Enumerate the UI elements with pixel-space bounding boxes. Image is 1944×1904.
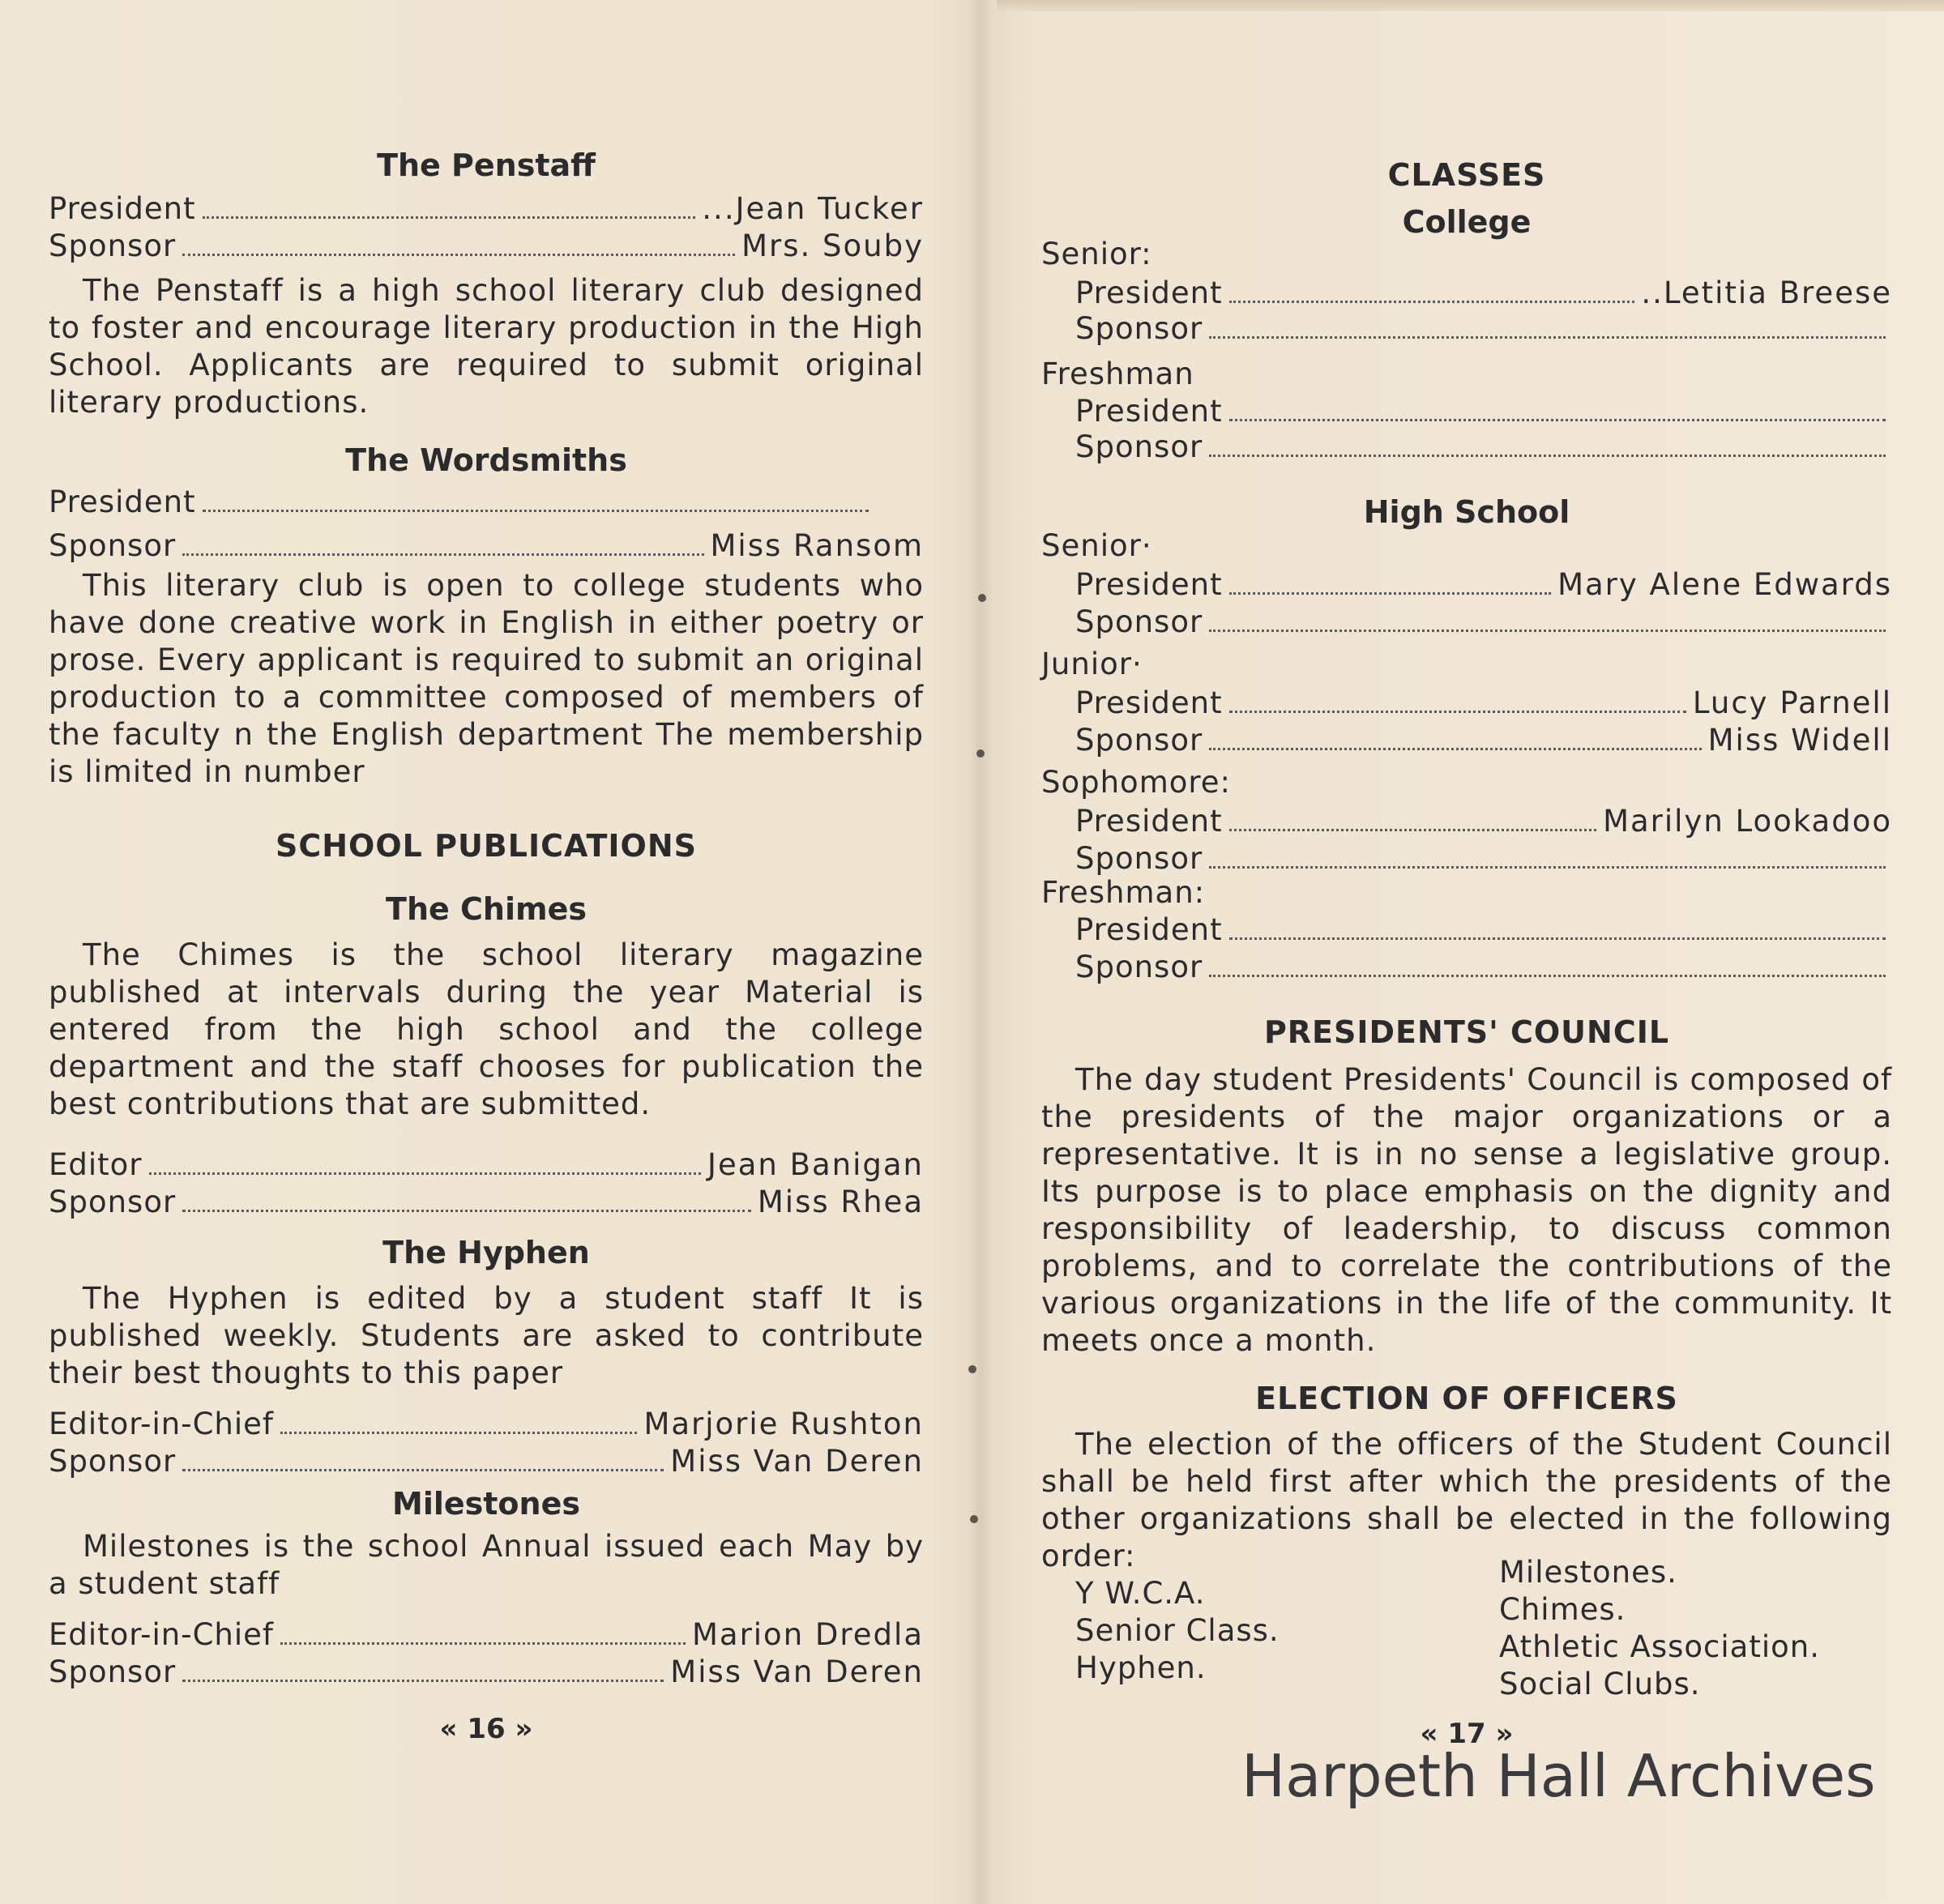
college-senior-sponsor-row [1075, 311, 1892, 347]
officer-name: Miss Ransom [710, 528, 924, 563]
role-label: President [49, 485, 196, 519]
leader-dots [182, 1655, 664, 1682]
leader-dots [280, 1618, 686, 1645]
role-label: President [1075, 275, 1223, 310]
leader-dots [182, 529, 703, 556]
penstaff-heading: The Penstaff [377, 147, 596, 183]
officer-name: Mrs. Souby [741, 228, 924, 263]
role-label: Editor-in-Chief [49, 1407, 274, 1441]
college-senior-president-row [1075, 275, 1892, 311]
election-heading: ELECTION OF OFFICERS [1255, 1381, 1678, 1416]
leader-dots [1229, 805, 1596, 831]
role-label: Sponsor [1075, 311, 1203, 346]
role-label: President [1075, 394, 1223, 429]
leader-dots [203, 192, 696, 219]
officer-name: Miss Van Deren [670, 1654, 924, 1689]
role-label: Sponsor [1075, 604, 1203, 639]
leader-dots [280, 1407, 638, 1434]
booklet-spine [968, 0, 993, 1904]
leader-dots [1209, 950, 1886, 977]
officer-name: Marjorie Rushton [643, 1407, 924, 1441]
officer-name: ..Letitia Breese [1641, 275, 1892, 310]
hs-sophomore-label: Sophomore: [1041, 765, 1232, 800]
wordsmiths-heading: The Wordsmiths [345, 442, 627, 478]
hs-junior-sponsor-row [1075, 723, 1892, 758]
role-label: Sponsor [49, 1444, 177, 1479]
college-freshman-sponsor-row [1075, 429, 1892, 465]
officer-name: Jean Banigan [707, 1147, 924, 1182]
milestones-heading: Milestones [392, 1486, 580, 1522]
role-label: President [1075, 567, 1223, 602]
spine-mark [970, 1515, 978, 1523]
role-label: Sponsor [1075, 841, 1203, 876]
leader-dots [182, 1445, 664, 1471]
council-heading: PRESIDENTS' COUNCIL [1263, 1014, 1670, 1050]
hs-senior-president-row [1075, 567, 1892, 603]
chimes-sponsor-row [49, 1185, 924, 1220]
leader-dots [149, 1148, 702, 1175]
role-label: President [1075, 912, 1223, 947]
role-label: Editor-in-Chief [49, 1617, 274, 1652]
leader-dots [1209, 724, 1701, 750]
order-item: Y W.C.A. [1075, 1576, 1206, 1611]
role-label: President [1075, 804, 1223, 839]
spine-mark [976, 749, 985, 758]
milestones-description: Milestones is the school Annual issued each May by a student staff [49, 1529, 924, 1601]
leader-dots [203, 485, 869, 512]
leader-dots [1229, 395, 1886, 421]
role-label: Sponsor [1075, 723, 1203, 758]
officer-name: Miss Van Deren [670, 1444, 924, 1479]
order-item: Senior Class. [1075, 1613, 1280, 1648]
penstaff-description: The Penstaff is a high school literary club designed to foster and encourage literary production in the High School. Applicants are required to submit original literary productions. [49, 273, 924, 420]
role-label: President [1075, 685, 1223, 720]
officer-name: Lucy Parnell [1692, 685, 1892, 720]
officer-name: Miss Widell [1707, 723, 1892, 758]
leader-dots [1229, 913, 1886, 940]
role-label: Sponsor [1075, 950, 1203, 984]
spine-mark [968, 1365, 976, 1373]
hs-sophomore-sponsor-row [1075, 841, 1892, 877]
college-senior-label: Senior: [1041, 237, 1152, 271]
hyphen-sponsor-row [49, 1444, 924, 1479]
wordsmiths-president-row [49, 485, 875, 520]
order-item: Hyphen. [1075, 1650, 1207, 1685]
role-label: Sponsor [49, 528, 177, 563]
leader-dots [182, 229, 735, 256]
role-label: Sponsor [49, 1185, 177, 1219]
penstaff-president-row [49, 191, 924, 227]
officer-name: Marion Dredla [691, 1617, 924, 1652]
high-school-heading: High School [1363, 494, 1570, 530]
hs-freshman-sponsor-row [1075, 950, 1892, 985]
college-freshman-president-row [1075, 394, 1892, 429]
hs-senior-label: Senior· [1041, 528, 1152, 563]
wordsmiths-sponsor-row [49, 528, 924, 564]
classes-heading: CLASSES [1387, 157, 1546, 193]
election-description: The election of the officers of the Student Council shall be held first after which the presidents of the other organizations shall be elected in the following order: [1041, 1427, 1892, 1573]
page-number: « 16 » [439, 1713, 533, 1745]
hyphen-description: The Hyphen is edited by a student staff It is published weekly. Students are asked to contribute their best thoughts to this paper [49, 1281, 924, 1390]
role-label: Editor [49, 1147, 143, 1182]
leader-dots [1209, 430, 1886, 457]
spine-mark [978, 594, 986, 602]
officer-name: Miss Rhea [757, 1185, 924, 1219]
order-item: Chimes. [1499, 1592, 1626, 1627]
milestones-sponsor-row [49, 1654, 924, 1690]
order-item: Social Clubs. [1499, 1667, 1701, 1701]
hs-senior-sponsor-row [1075, 604, 1892, 640]
role-label: Sponsor [1075, 429, 1203, 464]
page-number: « 17 » [1420, 1718, 1514, 1750]
left-page [49, 0, 924, 1904]
officer-name: Mary Alene Edwards [1557, 567, 1892, 602]
hs-sophomore-president-row [1075, 804, 1892, 839]
leader-dots [1229, 686, 1686, 713]
order-item: Milestones. [1499, 1555, 1677, 1590]
election-order-left [1075, 1575, 1280, 1687]
officer-name: Marilyn Lookadoo [1603, 804, 1892, 839]
milestones-editor-row [49, 1617, 924, 1653]
leader-dots [1229, 276, 1635, 303]
leader-dots [182, 1185, 751, 1212]
archive-watermark: Harpeth Hall Archives [1241, 1742, 1876, 1810]
leader-dots [1209, 605, 1886, 632]
college-freshman-label: Freshman [1041, 356, 1194, 391]
role-label: Sponsor [49, 1654, 177, 1689]
hyphen-heading: The Hyphen [382, 1235, 590, 1270]
penstaff-sponsor-row [49, 228, 924, 264]
order-item: Athletic Association. [1499, 1629, 1820, 1664]
election-order-right [1499, 1554, 1820, 1703]
officer-name: ...Jean Tucker [702, 191, 924, 226]
hyphen-editor-row [49, 1407, 924, 1442]
college-heading: College [1402, 204, 1532, 240]
chimes-editor-row [49, 1147, 924, 1183]
hs-junior-label: Junior· [1041, 647, 1143, 681]
wordsmiths-description: This literary club is open to college students who have done creative work in English in either poetry or prose. Every applicant is required to submit an original production to a committee composed of members of the faculty n the English department The membership is limited in number [49, 568, 924, 789]
publications-heading: SCHOOL PUBLICATIONS [275, 828, 697, 864]
hs-junior-president-row [1075, 685, 1892, 721]
council-description: The day student Presidents' Council is composed of the presidents of the major organizations or a representative. It is in no sense a legislative group. Its purpose is to place emphasis on the dignity and responsibility of leadership, to discuss common problems, and to correlate the contributions of the various organizations in the life of the community. It meets once a month. [1041, 1062, 1892, 1358]
right-page [1041, 0, 1892, 1904]
chimes-description: The Chimes is the school literary magazine published at intervals during the year Material is entered from the high school and the college department and the staff chooses for publication the best contributions that are submitted. [49, 937, 924, 1121]
role-label: President [49, 191, 196, 226]
leader-dots [1229, 568, 1551, 595]
leader-dots [1209, 842, 1886, 869]
chimes-heading: The Chimes [386, 891, 587, 927]
role-label: Sponsor [49, 228, 177, 263]
leader-dots [1209, 312, 1886, 339]
hs-freshman-president-row [1075, 912, 1892, 948]
hs-freshman-label: Freshman: [1041, 875, 1206, 910]
